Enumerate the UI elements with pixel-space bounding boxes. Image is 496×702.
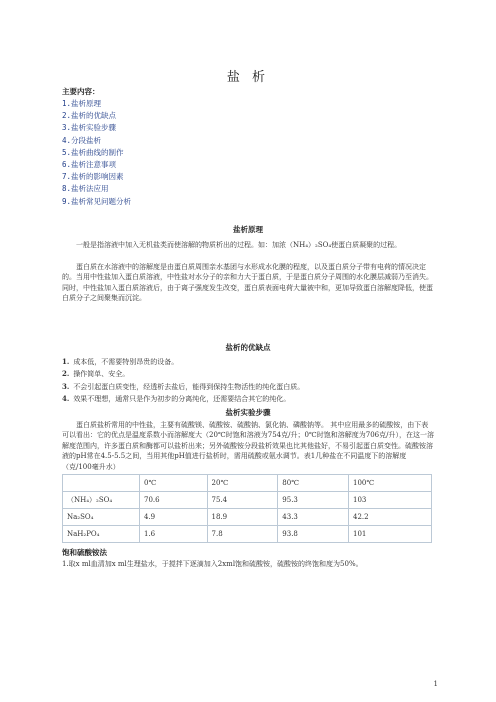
list-item: 4. 效果不理想，通常只是作为初步的分离纯化，还需要结合其它的纯化。 <box>62 393 291 403</box>
table-cell: （NH₄）₂SO₄ <box>63 492 140 509</box>
saturation-method-heading: 饱和硫酸铵法 <box>62 548 107 557</box>
table-cell: NaH₂PO₄ <box>63 526 140 543</box>
table-cell: 93.8 <box>278 526 349 543</box>
toc-item[interactable]: 8.盐析法应用 <box>62 184 109 194</box>
steps-paragraph: 蛋白质盐析常用的中性盐，主要有硫酸镁、硫酸铵、硫酸钠、氯化钠、磷酸钠等。 其中应用最多的硫酸铵，由下表可以看出：它的优点是温度系数小而溶解度大（20℃时饱和溶液为754克/升；0℃时饱和溶解度为706克/升），在这一溶解度范围内，许多蛋白质和酶都可以盐析出来；另外硫酸铵分段盐析效果也比其他盐好，不易引起蛋白质变性。硫酸铵溶液的pH常在4.5-5.5之间，当用其他pH值进行盐析时，需用硫酸或氨水调节。表1几种盐在不同温度下的溶解度（克/100毫升水） <box>62 421 434 471</box>
toc-item[interactable]: 6.盐析注意事项 <box>62 160 117 170</box>
steps-heading: 盐析实验步骤 <box>225 408 271 417</box>
page-number: 1 <box>433 680 438 688</box>
table-cell: 1.6 <box>140 526 208 543</box>
table-cell: 70.6 <box>140 492 208 509</box>
table-cell: 0℃ <box>140 475 208 492</box>
table-of-contents <box>62 98 131 208</box>
toc-item[interactable]: 2.盐析的优缺点 <box>62 111 117 121</box>
table-cell: 80℃ <box>278 475 349 492</box>
principle-paragraph-2: 蛋白质在水溶液中的溶解度是由蛋白质周围亲水基团与水形成水化膜的程度，以及蛋白质分子带有电荷的情况决定的。当用中性盐加入蛋白质溶液，中性盐对水分子的亲和力大于蛋白质，于是蛋白质分子周围的水化膜层减弱乃至消失。同时，中性盐加入蛋白质溶液后，由于离子强度发生改变，蛋白质表面电荷大量被中和，更加导致蛋白溶解度降低，使蛋白质分子之间聚集而沉淀。 <box>62 263 433 303</box>
table-cell: 75.4 <box>207 492 278 509</box>
table-cell: 100℃ <box>349 475 432 492</box>
toc-item[interactable]: 7.盐析的影响因素 <box>62 172 124 182</box>
table-cell: 18.9 <box>207 509 278 526</box>
table-cell: Na₂SO₄ <box>63 509 140 526</box>
table-cell: 95.3 <box>278 492 349 509</box>
list-item: 3. 不会引起蛋白质变性，经透析去盐后，能得到保持生物活性的纯化蛋白质。 <box>62 381 305 391</box>
table-cell: 20℃ <box>207 475 278 492</box>
solubility-table <box>62 474 432 543</box>
toc-heading: 主要内容： <box>62 87 100 96</box>
saturation-step-1: 1.取x ml血清加x ml生理盐水，于搅拌下逐滴加入2xml饱和硫酸铵，硫酸铵的终饱和度为50%。 <box>62 560 363 568</box>
toc-item[interactable]: 5.盐析曲线的制作 <box>62 147 124 157</box>
pros-cons-heading: 盐析的优缺点 <box>225 343 271 352</box>
list-item: 1. 成本低，不需要特别昂贵的设备。 <box>62 357 179 366</box>
table-cell: 103 <box>349 492 432 509</box>
table-row <box>63 526 432 543</box>
table-cell <box>63 475 140 492</box>
toc-item[interactable]: 4.分段盐析 <box>62 135 102 145</box>
table-row <box>63 509 432 526</box>
toc-item[interactable]: 9.盐析常见问题分析 <box>62 196 132 206</box>
toc-item[interactable]: 3.盐析实验步骤 <box>62 123 117 133</box>
pros-cons-list <box>62 356 434 405</box>
principle-heading: 盐析原理 <box>233 225 263 234</box>
list-item: 2. 操作简单、安全。 <box>62 369 130 379</box>
table-header-row <box>63 475 432 492</box>
table-cell: 101 <box>349 526 432 543</box>
table-cell: 7.8 <box>207 526 278 543</box>
table-cell: 4.9 <box>140 509 208 526</box>
page-title: 盐 析 <box>226 70 270 85</box>
toc-item[interactable]: 1.盐析原理 <box>62 99 102 108</box>
table-cell: 42.2 <box>349 509 432 526</box>
table-cell: 43.3 <box>278 509 349 526</box>
principle-paragraph-1: 一般是指溶液中加入无机盐类而使溶解的物质析出的过程。如：加浓（NH₄）₂SO₄使蛋白质凝聚的过程。 <box>76 241 402 249</box>
table-row <box>63 492 432 509</box>
